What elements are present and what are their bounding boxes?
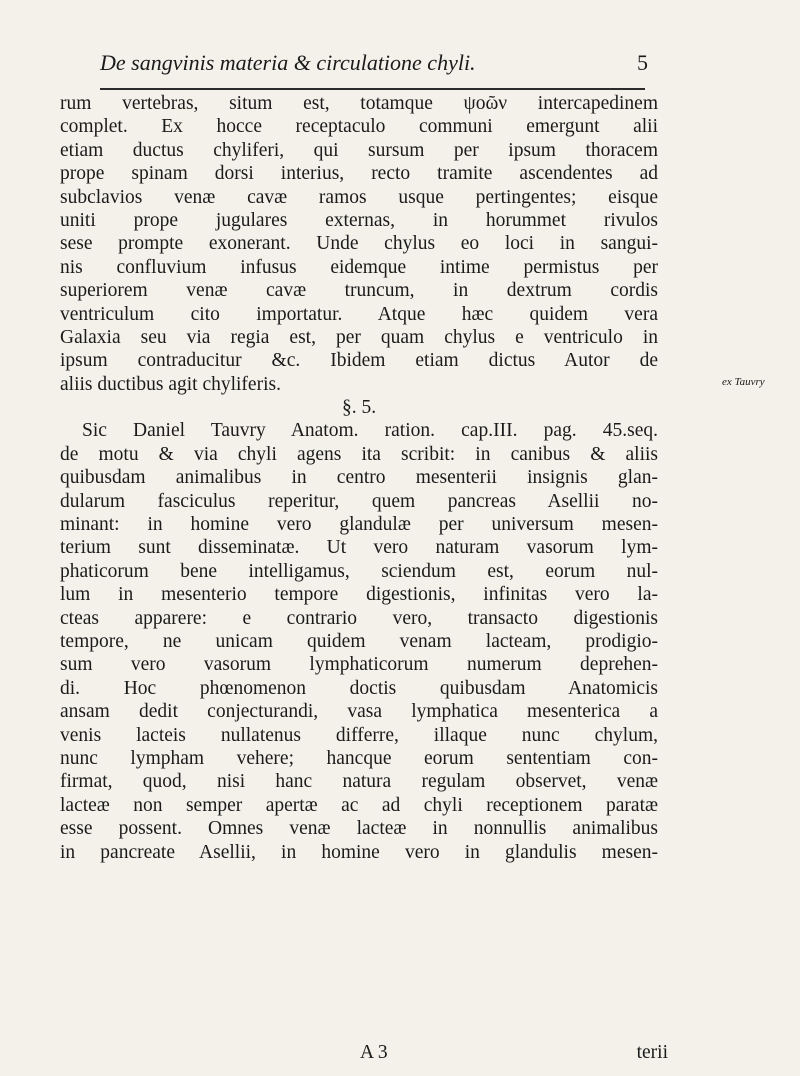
text-line: tempore, ne unicam quidem venam lacteam, prodigio- [60,630,658,652]
text-line: Galaxia seu via regia est, per quam chylus e ventriculo in [60,326,658,348]
text-line: phaticorum bene intelligamus, sciendum est, eorum nul- [60,560,658,582]
text-line: complet. Ex hocce receptaculo communi emergunt alii [60,116,658,138]
text-line: dularum fasciculus reperitur, quem pancreas Asellii no- [60,490,658,512]
header-rule [100,88,645,90]
text-line: in pancreate Asellii, in homine vero in glandulis mesen- [60,841,658,863]
text-line: de motu & via chyli agens ita scribit: in canibus & aliis [60,443,658,465]
text-line: esse possent. Omnes venæ lacteæ in nonnullis animalibus [60,818,658,840]
text-line: Sic Daniel Tauvry Anatom. ration. cap.III. pag. 45.seq. [82,420,658,442]
text-line: lum in mesenterio tempore digestionis, infinitas vero la- [60,584,658,606]
text-line: nis confluvium infusus eidemque intime permistus per [60,256,658,278]
catchword: terii [636,1042,668,1063]
text-line: sum vero vasorum lymphaticorum numerum deprehen- [60,654,658,676]
text-line: subclavios venæ cavæ ramos usque pertingentes; eisque [60,186,658,208]
text-line: cteas apparere: e contrario vero, transacto digestionis [60,607,658,629]
text-line: terium sunt disseminatæ. Ut vero naturam vasorum lym- [60,537,658,559]
text-line: firmat, quod, nisi hanc natura regulam observet, venæ [60,771,658,793]
text-line: di. Hoc phœnomenon doctis quibusdam Anatomicis [60,677,658,699]
text-line: aliis ductibus agit chyliferis. [60,373,281,395]
signature-mark: A 3 [360,1042,388,1063]
page-footer [60,1042,668,1066]
margin-note: ex Tauvry [722,376,765,388]
text-line: uniti prope jugulares externas, in horummet rivulos [60,209,658,231]
section-heading: §. 5. [341,397,377,419]
text-line: lacteæ non semper apertæ ac ad chyli receptionem paratæ [60,794,658,816]
running-header [100,50,648,90]
text-line: nunc lympham vehere; hancque eorum sententiam con- [60,747,658,769]
text-line: quibusdam animalibus in centro mesenterii insignis glan- [60,467,658,489]
text-line: ansam dedit conjecturandi, vasa lymphatica mesenterica a [60,701,658,723]
running-title: De sangvinis materia & circulatione chyli. [100,50,476,75]
text-line: ventriculum cito importatur. Atque hæc quidem vera [60,303,658,325]
text-line: minant: in homine vero glandulæ per universum mesen- [60,514,658,536]
text-line: venis lacteis nullatenus differre, illaque nunc chylum, [60,724,658,746]
page-number: 5 [637,50,648,75]
body-text [60,92,658,864]
text-line: rum vertebras, situm est, totamque ψοῶν intercapedinem [60,93,658,114]
text-line: sese prompte exonerant. Unde chylus eo loci in sangui- [60,233,658,255]
text-line: superiorem venæ cavæ truncum, in dextrum cordis [60,280,658,302]
text-line: prope spinam dorsi interius, recto tramite ascendentes ad [60,163,658,185]
text-line: ipsum contraducitur &c. Ibidem etiam dictus Autor de [60,350,658,372]
text-line: etiam ductus chyliferi, qui sursum per ipsum thoracem [60,139,658,161]
